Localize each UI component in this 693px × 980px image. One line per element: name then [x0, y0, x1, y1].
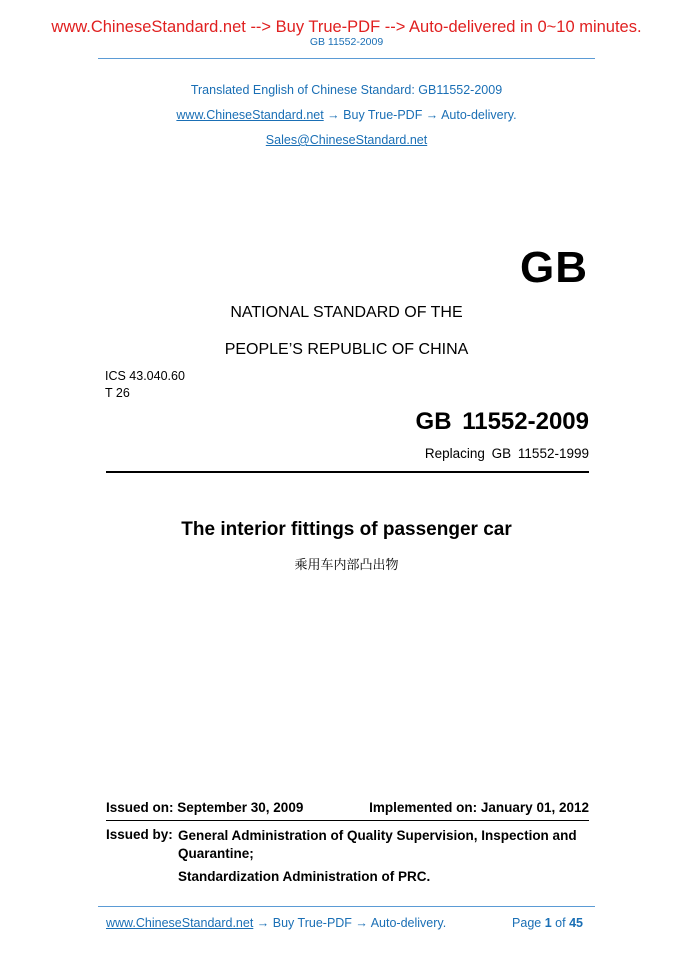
classification-code: T 26: [105, 386, 130, 400]
page-of: of: [555, 916, 566, 930]
footer-site-rest: → Buy True-PDF → Auto-delivery.: [253, 916, 447, 930]
national-standard-line1: NATIONAL STANDARD OF THE: [230, 304, 463, 321]
page-indicator: [512, 916, 583, 930]
issued-by-label: Issued by:: [106, 827, 173, 842]
header-doc-id: GB 11552-2009: [309, 36, 384, 48]
replacing-note: Replacing GB 11552-1999: [424, 446, 589, 461]
page-total: 45: [569, 916, 583, 930]
gb-mark: GB: [520, 243, 588, 292]
footer-site-link[interactable]: www.ChineseStandard.net: [106, 916, 254, 930]
issued-by-authority-1: General Administration of Quality Supervision, Inspection and Quarantine;: [178, 828, 577, 861]
sales-line: [0, 133, 693, 147]
ics-code: ICS 43.040.60: [105, 369, 185, 383]
document-title: The interior fittings of passenger car: [181, 519, 512, 540]
issued-on: Issued on: September 30, 2009: [106, 800, 304, 815]
translation-note: Translated English of Chinese Standard: GB11552-2009: [190, 83, 503, 97]
page-label: Page: [512, 916, 542, 930]
page-current: 1: [544, 916, 552, 930]
title-divider: [106, 471, 589, 473]
header-divider: [98, 58, 595, 59]
implemented-on: Implemented on: January 01, 2012: [369, 800, 589, 815]
promo-banner[interactable]: www.ChineseStandard.net --> Buy True-PDF --> Auto-delivered in 0~10 minutes.: [51, 18, 642, 36]
intro-site-rest: → Buy True-PDF → Auto-delivery.: [323, 108, 517, 122]
footer-site-line: [106, 916, 446, 930]
intro-site-line: [0, 108, 693, 122]
footer-divider: [98, 906, 595, 907]
standard-number: GB 11552-2009: [415, 408, 589, 435]
national-standard-line2: PEOPLE’S REPUBLIC OF CHINA: [224, 341, 469, 358]
document-title-chinese: 乘用车内部凸出物: [294, 558, 399, 573]
issued-by-authority-2: Standardization Administration of PRC.: [178, 869, 431, 884]
sales-email-link[interactable]: Sales@ChineseStandard.net: [265, 133, 428, 147]
site-link[interactable]: www.ChineseStandard.net: [176, 108, 324, 122]
issue-divider: [106, 820, 589, 821]
